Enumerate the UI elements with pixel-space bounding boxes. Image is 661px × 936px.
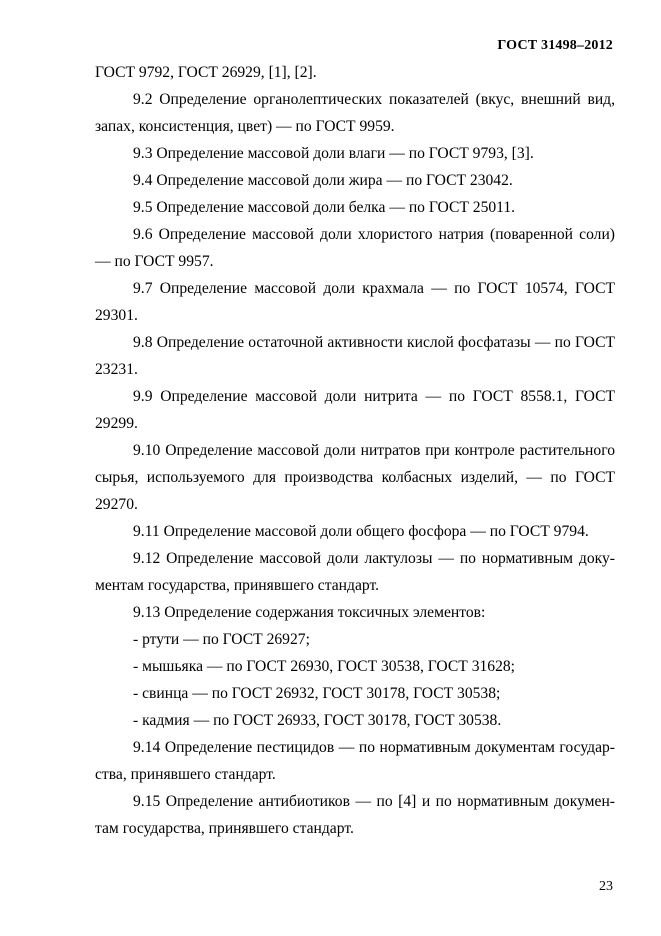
paragraph-9-3: 9.3 Определение массовой доли влаги — по ГОСТ 9793, [3].: [133, 145, 534, 162]
paragraph-9-8: 9.8 Определение остаточной активности кислой фосфатазы — по ГОСТ 23231.: [95, 334, 615, 378]
list-item-mercury: - ртути — по ГОСТ 26927;: [133, 631, 310, 648]
page-number: 23: [599, 879, 613, 894]
paragraph-9-12: 9.12 Определение массовой доли лактулозы — по нормативным доку- ментам государства, принявшего стандарт.: [95, 550, 615, 594]
paragraph-9-6: 9.6 Определение массовой доли хлористого натрия (поваренной соли) — по ГОСТ 9957.: [95, 226, 615, 270]
paragraph-9-15: 9.15 Определение антибиотиков — по [4] и по нормативным докумен- там государства, принявшего стандарт.: [95, 793, 615, 837]
paragraph-9-4: 9.4 Определение массовой доли жира — по ГОСТ 23042.: [133, 172, 513, 189]
continued-text: ГОСТ 9792, ГОСТ 26929, [1], [2].: [95, 64, 317, 81]
list-item-lead: - свинца — по ГОСТ 26932, ГОСТ 30178, ГОСТ 30538;: [133, 685, 501, 702]
paragraph-9-9: 9.9 Определение массовой доли нитрита — по ГОСТ 8558.1, ГОСТ 29299.: [95, 388, 615, 432]
list-item-cadmium: - кадмия — по ГОСТ 26933, ГОСТ 30178, ГОСТ 30538.: [133, 712, 502, 729]
document-code-header: ГОСТ 31498–2012: [497, 38, 613, 53]
paragraph-9-14: 9.14 Определение пестицидов — по нормативным документам государ- ства, принявшего стандарт.: [95, 739, 615, 783]
document-body: [95, 59, 615, 842]
paragraph-9-5: 9.5 Определение массовой доли белка — по ГОСТ 25011.: [133, 199, 516, 216]
paragraph-9-10: 9.10 Определение массовой доли нитратов при контроле растительного сырья, используемого для производства колбасных изделий, — по ГОСТ 29270.: [95, 442, 615, 513]
paragraph-9-11: 9.11 Определение массовой доли общего фосфора — по ГОСТ 9794.: [133, 523, 589, 540]
paragraph-9-2: 9.2 Определение органолептических показателей (вкус, внешний вид, запах, консистенция, цвет) — по ГОСТ 9959.: [95, 91, 615, 135]
list-item-arsenic: - мышьяка — по ГОСТ 26930, ГОСТ 30538, ГОСТ 31628;: [133, 658, 516, 675]
paragraph-9-7: 9.7 Определение массовой доли крахмала — по ГОСТ 10574, ГОСТ 29301.: [95, 280, 615, 324]
paragraph-9-13: 9.13 Определение содержания токсичных элементов:: [133, 604, 486, 621]
